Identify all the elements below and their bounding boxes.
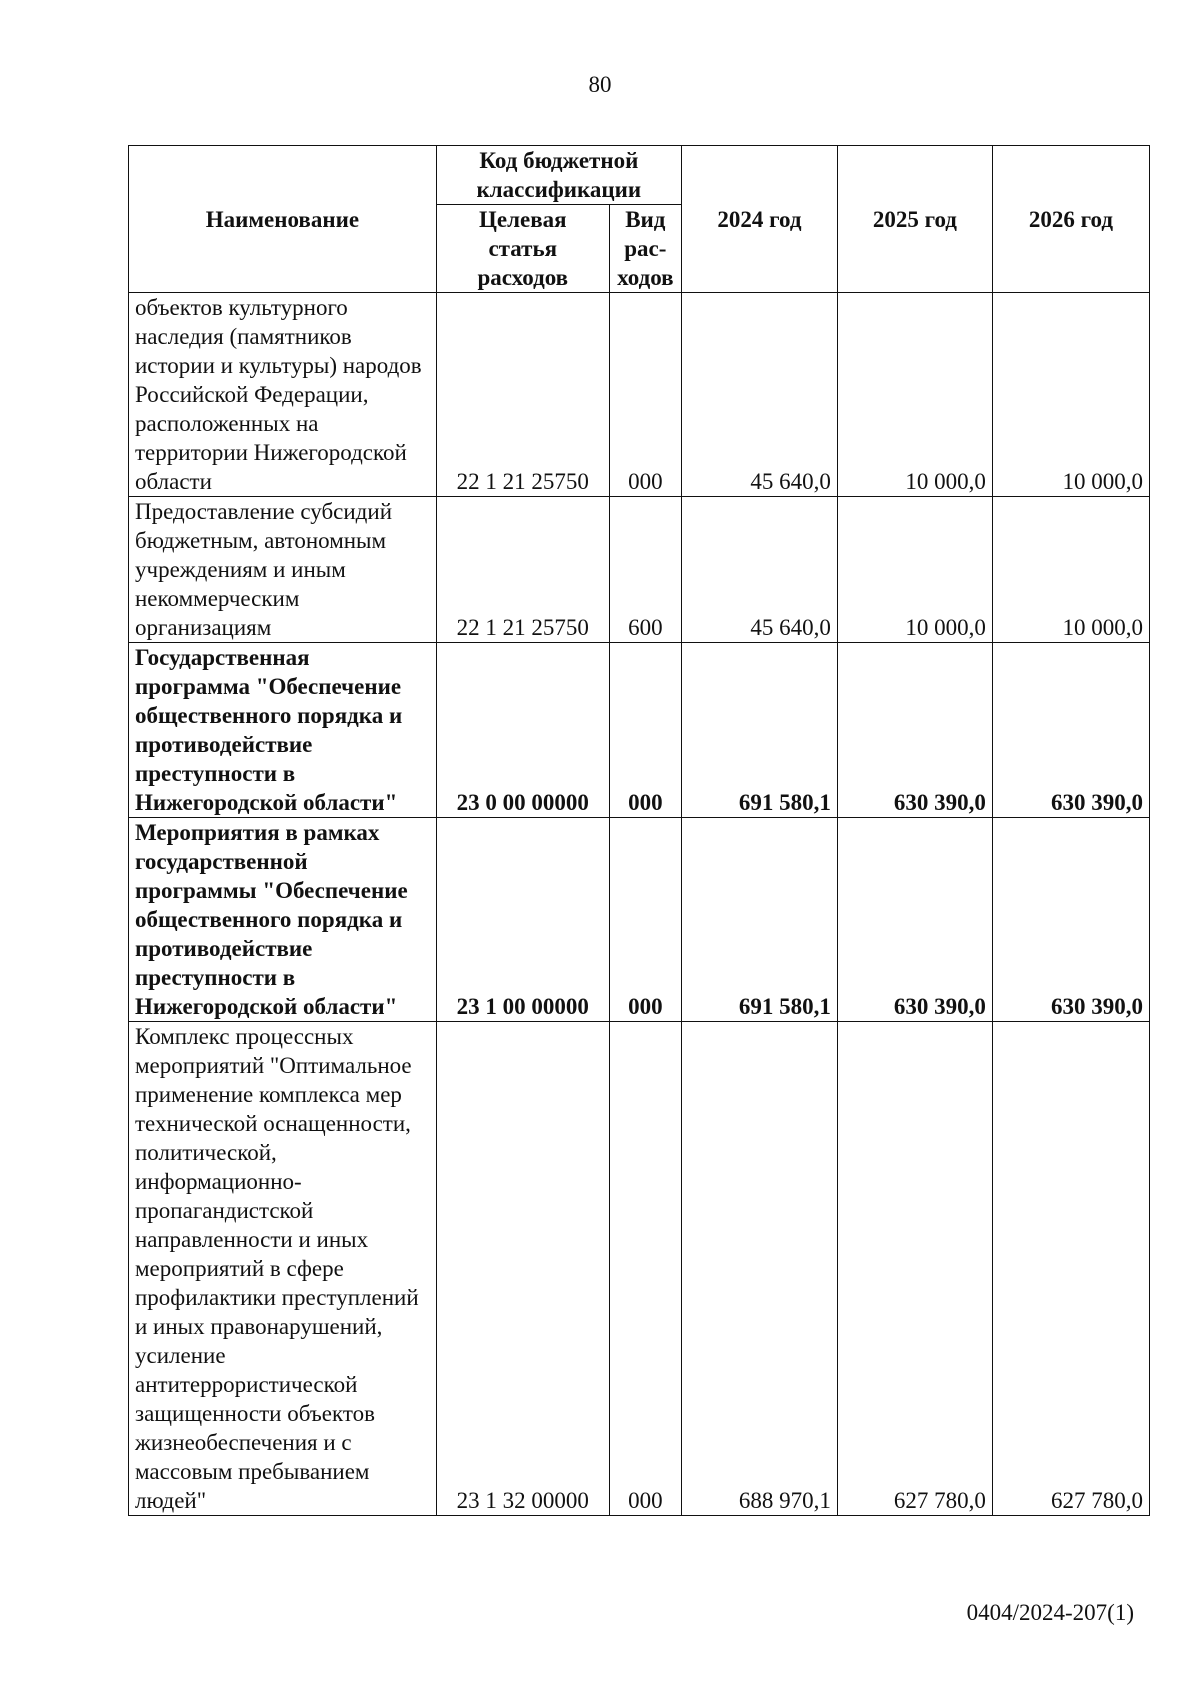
row-target-article: 23 0 00 00000 [436,643,609,818]
table-row [129,643,1150,818]
header-row-main [129,146,1150,205]
row-value-2024: 45 640,0 [681,293,837,497]
budget-table [128,145,1150,1516]
row-name: Предоставление субсидий бюджетным, автономным учреждениям и иным некоммерческим организациям [129,497,437,643]
row-value-2026: 630 390,0 [992,818,1149,1022]
row-expense-type: 000 [609,293,681,497]
row-name: Мероприятия в рамках государственной программы "Обеспечение общественного порядка и противодействие преступности в Нижегородской области" [129,818,437,1022]
table-row [129,293,1150,497]
row-value-2025: 10 000,0 [837,293,992,497]
row-value-2025: 630 390,0 [837,818,992,1022]
row-value-2024: 691 580,1 [681,818,837,1022]
header-expense-type: Вид рас-ходов [609,205,681,293]
row-name: Комплекс процессных мероприятий "Оптимальное применение комплекса мер технической оснащенности, политической, информационно-пропагандистской направленности и иных мероприятий в сфере профилактики преступлений и иных правонарушений, усиление антитеррористической защищенности объектов жизнеобеспечения и с массовым пребыванием людей" [129,1022,437,1516]
row-name: объектов культурного наследия (памятников истории и культуры) народов Российской Федерации, расположенных на территории Нижегородской области [129,293,437,497]
row-expense-type: 000 [609,643,681,818]
header-name: Наименование [129,146,437,293]
row-value-2024: 688 970,1 [681,1022,837,1516]
row-value-2024: 45 640,0 [681,497,837,643]
row-name: Государственная программа "Обеспечение общественного порядка и противодействие преступности в Нижегородской области" [129,643,437,818]
row-value-2026: 10 000,0 [992,293,1149,497]
table-row [129,818,1150,1022]
header-target-article: Целевая статья расходов [436,205,609,293]
row-expense-type: 000 [609,1022,681,1516]
row-target-article: 23 1 32 00000 [436,1022,609,1516]
row-value-2025: 627 780,0 [837,1022,992,1516]
row-value-2025: 10 000,0 [837,497,992,643]
row-value-2025: 630 390,0 [837,643,992,818]
table-row [129,497,1150,643]
document-number: 0404/2024-207(1) [966,1600,1134,1625]
row-value-2026: 10 000,0 [992,497,1149,643]
header-year-2026: 2026 год [992,146,1149,293]
page-number: 80 [588,72,612,97]
table-row [129,1022,1150,1516]
row-expense-type: 600 [609,497,681,643]
row-value-2024: 691 580,1 [681,643,837,818]
header-year-2025: 2025 год [837,146,992,293]
row-value-2026: 630 390,0 [992,643,1149,818]
header-budget-code-group: Код бюджетной классификации [436,146,681,205]
header-year-2024: 2024 год [681,146,837,293]
row-expense-type: 000 [609,818,681,1022]
row-target-article: 23 1 00 00000 [436,818,609,1022]
row-target-article: 22 1 21 25750 [436,497,609,643]
row-value-2026: 627 780,0 [992,1022,1149,1516]
row-target-article: 22 1 21 25750 [436,293,609,497]
